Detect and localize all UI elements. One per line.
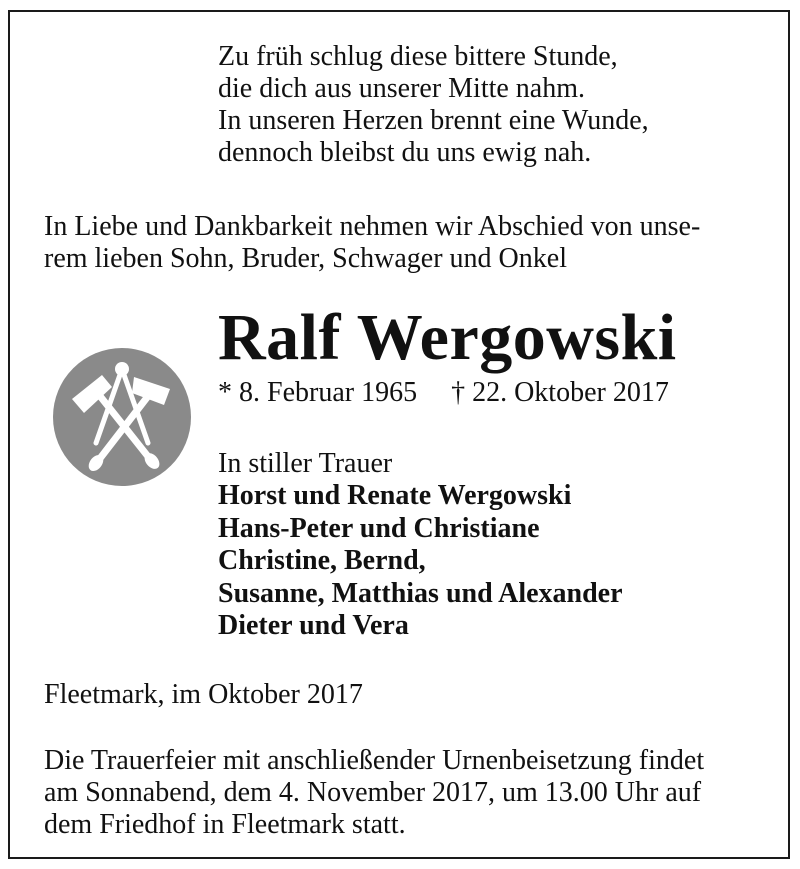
intro-line: rem lieben Sohn, Bruder, Schwager und Onkel [44,243,567,274]
intro-text [44,211,700,275]
family-line: Horst und Renate Wergowski [218,480,572,511]
family-line: Susanne, Matthias und Alexander [218,577,623,609]
family-line: Christine, Bernd, [218,545,426,576]
family-list [218,480,623,643]
death-date: † 22. Oktober 2017 [451,377,669,408]
mourning-label: In stiller Trauer [218,448,393,479]
service-line: dem Friedhof in Fleetmark statt. [44,809,406,840]
poem-line: die dich aus unserer Mitte nahm. [218,73,586,104]
life-dates [218,377,669,409]
deceased-name: Ralf Wergowski [218,301,677,374]
service-line: am Sonnabend, dem 4. November 2017, um 13.00 Uhr auf [44,777,702,808]
service-info [44,745,704,841]
poem [218,41,649,169]
birth-date: * 8. Februar 1965 [218,377,418,408]
obituary-frame [8,10,790,859]
poem-line: dennoch bleibst du uns ewig nah. [218,137,592,168]
roofer-tools-emblem-icon [52,347,192,487]
service-line: Die Trauerfeier mit anschließender Urnenbeisetzung findet [44,745,705,776]
family-line: Dieter und Vera [218,610,409,641]
intro-line: In Liebe und Dankbarkeit nehmen wir Abschied von unse- [44,211,701,242]
poem-line: Zu früh schlug diese bittere Stunde, [218,41,618,72]
place-date: Fleetmark, im Oktober 2017 [44,679,363,710]
poem-line: In unseren Herzen brennt eine Wunde, [218,105,649,136]
family-line: Hans-Peter und Christiane [218,512,540,544]
